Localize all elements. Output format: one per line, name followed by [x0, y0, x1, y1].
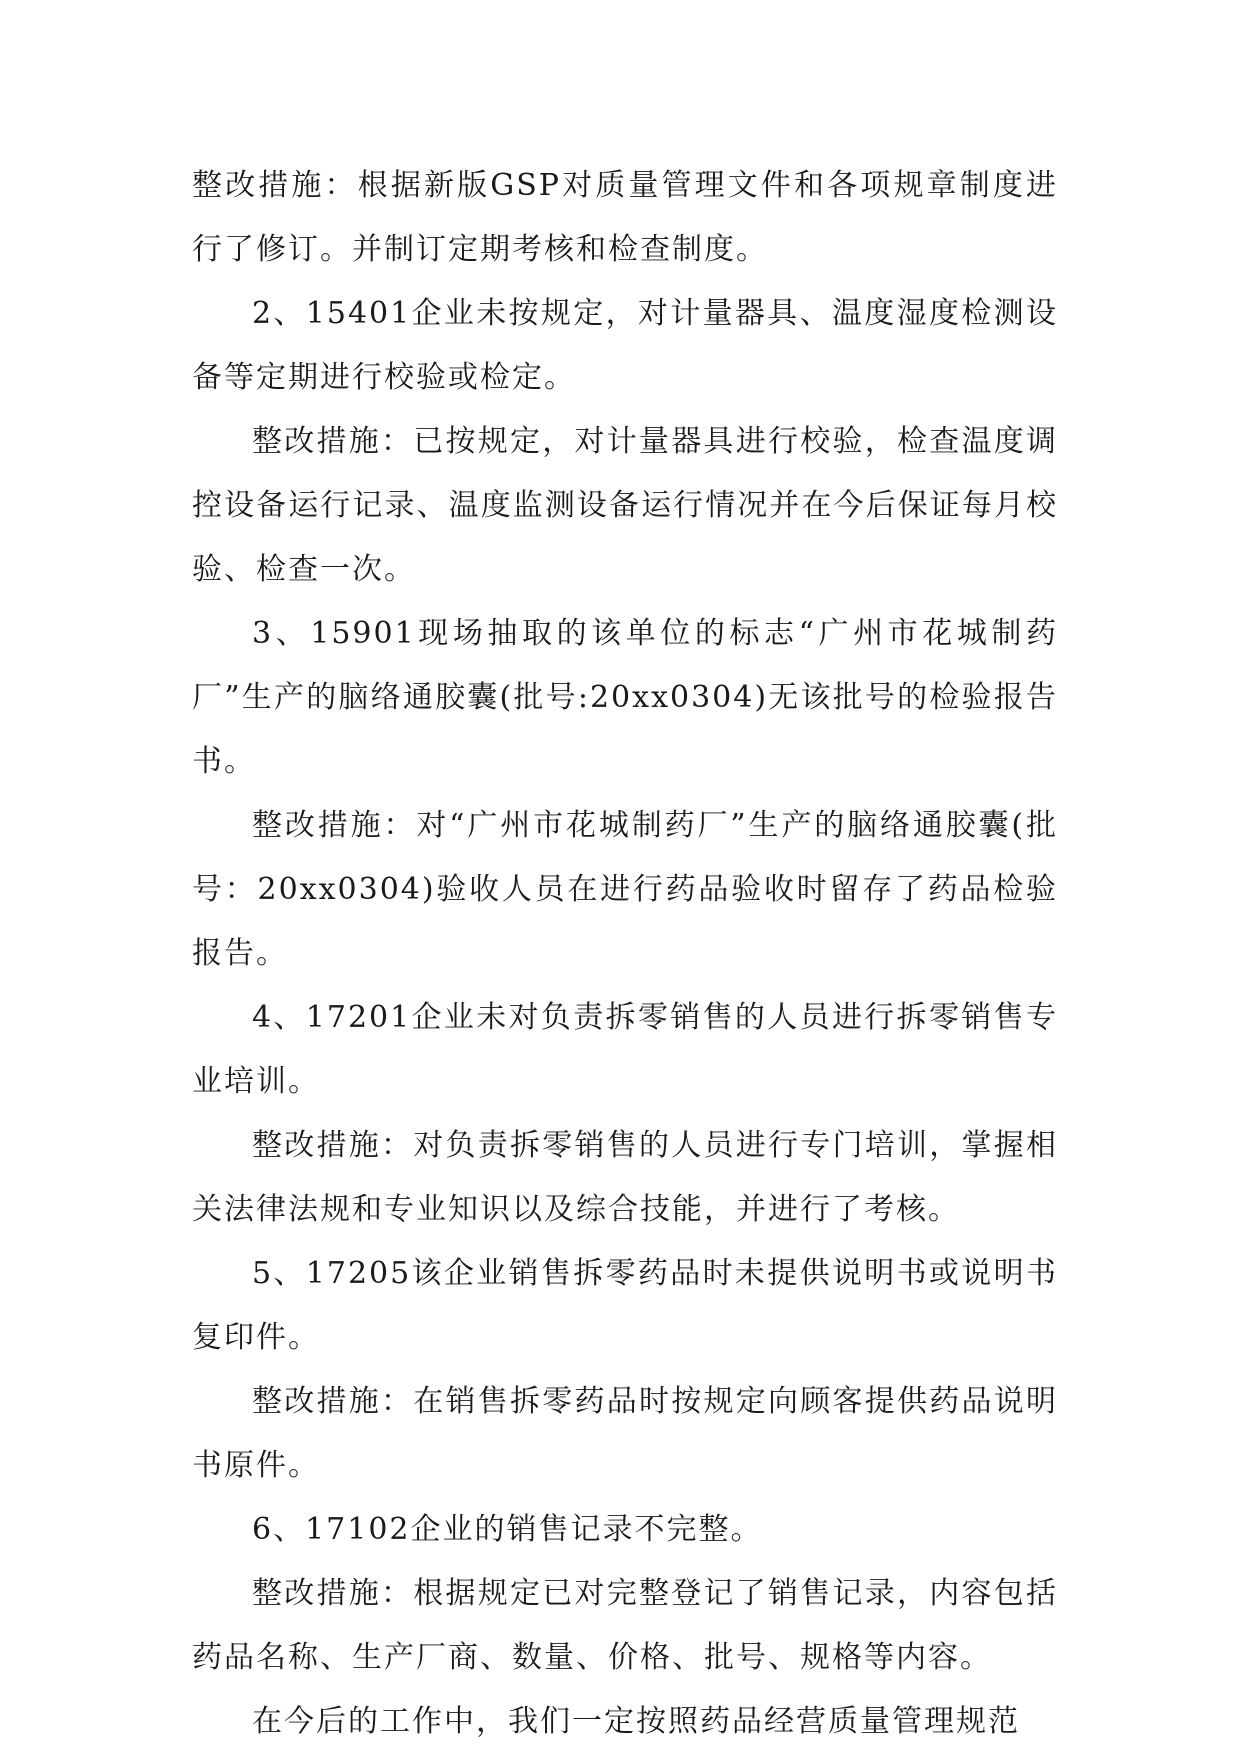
paragraph-2: 2、15401企业未按规定，对计量器具、温度湿度检测设备等定期进行校验或检定。 [192, 296, 1058, 395]
paragraph-12: 在今后的工作中，我们一定按照药品经营质量管理规范 [252, 1704, 1020, 1739]
paragraph-3: 整改措施：已按规定，对计量器具进行校验，检查温度调控设备运行记录、温度监测设备运行情况并在今后保证每月校验、检查一次。 [192, 424, 1058, 587]
document-body [192, 154, 1058, 1754]
paragraph-9: 整改措施：在销售拆零药品时按规定向顾客提供药品说明书原件。 [192, 1384, 1058, 1483]
paragraph-5: 整改措施：对“广州市花城制药厂”生产的脑络通胶囊(批号：20xx0304)验收人员在进行药品验收时留存了药品检验报告。 [192, 808, 1058, 971]
paragraph-8: 5、17205该企业销售拆零药品时未提供说明书或说明书复印件。 [192, 1256, 1058, 1355]
paragraph-6: 4、17201企业未对负责拆零销售的人员进行拆零销售专业培训。 [192, 1000, 1058, 1099]
paragraph-7: 整改措施：对负责拆零销售的人员进行专门培训，掌握相关法律法规和专业知识以及综合技能，并进行了考核。 [192, 1128, 1058, 1227]
paragraph-11: 整改措施：根据规定已对完整登记了销售记录，内容包括药品名称、生产厂商、数量、价格、批号、规格等内容。 [192, 1576, 1058, 1675]
paragraph-1: 整改措施：根据新版GSP对质量管理文件和各项规章制度进行了修订。并制订定期考核和检查制度。 [192, 168, 1058, 267]
paragraph-10: 6、17102企业的销售记录不完整。 [252, 1512, 763, 1547]
paragraph-4: 3、15901现场抽取的该单位的标志“广州市花城制药厂”生产的脑络通胶囊(批号:20xx0304)无该批号的检验报告书。 [192, 616, 1058, 779]
